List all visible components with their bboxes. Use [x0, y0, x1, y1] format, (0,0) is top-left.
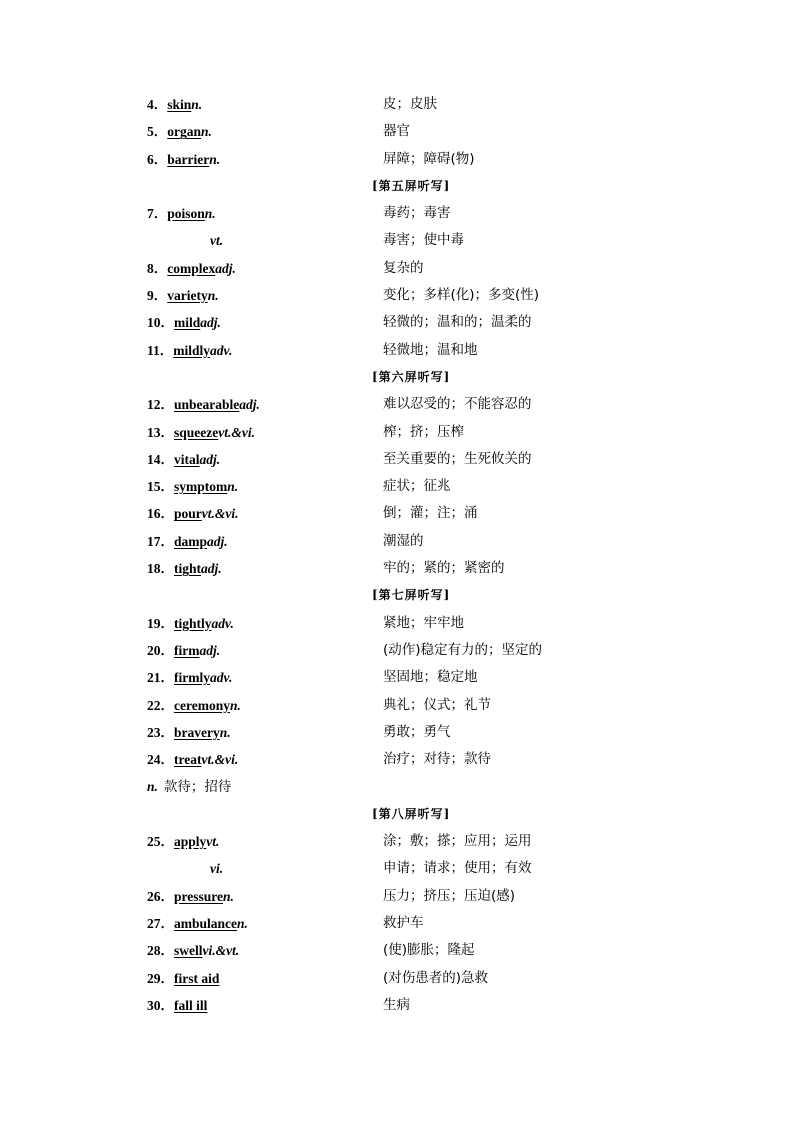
entry-number: 10． [147, 315, 174, 331]
entry-term [147, 719, 231, 746]
entry-meaning: 潮湿的 [383, 532, 424, 549]
part-of-speech: adj. [215, 260, 236, 276]
part-of-speech: n. [147, 779, 158, 795]
section-header [0, 582, 794, 609]
part-of-speech: adj. [199, 451, 221, 467]
entry-meaning: 救护车 [383, 914, 424, 931]
part-of-speech: vt.&vi. [218, 424, 255, 440]
vocab-entry [0, 910, 794, 937]
entry-number: 28． [147, 943, 174, 959]
entry-number: 9． [147, 288, 168, 304]
part-of-speech: adj. [239, 397, 260, 413]
entry-word: barrier [167, 151, 210, 167]
vocab-entry [0, 637, 794, 664]
entry-number: 24． [147, 752, 174, 768]
entry-number: 23． [147, 724, 174, 740]
entry-word: pour [174, 506, 202, 522]
entry-meaning: 涂；敷；搽；应用；运用 [383, 833, 532, 850]
entry-meaning: 症状；征兆 [383, 478, 451, 495]
entry-meaning: 轻微地；温和地 [383, 341, 478, 358]
entry-number: 29． [147, 970, 174, 986]
part-of-speech: n. [209, 151, 221, 167]
entry-number: 25． [147, 834, 174, 850]
part-of-speech: vi. [210, 861, 224, 877]
part-of-speech: n. [219, 724, 231, 740]
section-title: [第八屏听写] [372, 806, 451, 821]
entry-word: damp [174, 533, 208, 549]
section-title: [第六屏听写] [372, 369, 451, 384]
entry-term [147, 937, 239, 964]
entry-word: variety [167, 288, 208, 304]
vocab-entry [0, 118, 794, 145]
vocab-entry [0, 719, 794, 746]
part-of-speech: vi.&vt. [202, 943, 240, 959]
vocab-entry [0, 746, 794, 773]
entry-term [147, 883, 234, 910]
entry-meaning: 轻微的；温和的；温柔的 [383, 314, 532, 331]
vocab-entry [0, 528, 794, 555]
section-title: [第七屏听写] [372, 588, 451, 603]
entry-term [147, 337, 232, 364]
vocab-entry [0, 883, 794, 910]
vocab-sub-entry [0, 855, 794, 882]
entry-meaning: (使)膨胀；隆起 [383, 942, 475, 959]
entry-term [147, 992, 207, 1019]
entry-meaning: 器官 [383, 123, 410, 140]
entry-meaning: 皮；皮肤 [383, 96, 437, 112]
entry-word: apply [174, 834, 207, 850]
entry-word: mildly [173, 342, 211, 358]
vocabulary-list [0, 91, 794, 1019]
entry-term [147, 555, 222, 582]
part-of-speech: vt. [206, 834, 220, 850]
entry-meaning: 典礼；仪式；礼节 [383, 696, 491, 713]
part-of-speech: n. [223, 888, 234, 904]
part-of-speech: adv. [211, 615, 234, 631]
entry-meaning: 复杂的 [383, 259, 424, 276]
entry-number: 17． [147, 533, 174, 549]
entry-word: vital [174, 451, 200, 467]
entry-term [147, 692, 241, 719]
part-of-speech: n. [191, 97, 203, 112]
vocab-entry [0, 309, 794, 336]
entry-meaning: 难以忍受的；不能容忍的 [383, 396, 532, 413]
entry-term [147, 528, 228, 555]
vocab-entry [0, 992, 794, 1019]
section-header [0, 173, 794, 200]
entry-number: 15． [147, 479, 174, 495]
entry-term [147, 637, 220, 664]
part-of-speech: n. [201, 124, 212, 140]
entry-term [147, 200, 216, 227]
entry-meaning: 勇敢；勇气 [383, 723, 451, 740]
entry-number: 19． [147, 615, 174, 631]
section-header [0, 801, 794, 828]
part-of-speech: adv. [210, 342, 233, 358]
entry-number: 14． [147, 451, 174, 467]
entry-number: 8． [147, 260, 168, 276]
part-of-speech: adj. [200, 315, 221, 331]
entry-term [147, 118, 212, 145]
entry-meaning: 屏障；障碍(物) [383, 150, 475, 167]
vocab-entry [0, 664, 794, 691]
entry-word: bravery [174, 724, 220, 740]
entry-term [147, 91, 202, 118]
entry-meaning: 生病 [383, 996, 410, 1013]
entry-number: 26． [147, 888, 174, 904]
vocab-extra-line [0, 773, 794, 800]
entry-word: firm [174, 642, 200, 658]
entry-meaning: 毒害；使中毒 [383, 232, 464, 249]
part-of-speech: n. [227, 479, 239, 495]
entry-meaning: 牢的；紧的；紧密的 [383, 560, 505, 577]
part-of-speech: n. [229, 697, 241, 713]
vocab-entry [0, 146, 794, 173]
section-header [0, 364, 794, 391]
vocab-entry [0, 200, 794, 227]
vocab-entry [0, 610, 794, 637]
entry-term [147, 746, 238, 773]
section-title: [第五屏听写] [372, 178, 451, 193]
entry-word: tight [174, 561, 201, 577]
entry-term [147, 910, 248, 937]
entry-number: 30． [147, 997, 174, 1013]
entry-word: symptom [174, 479, 228, 495]
entry-word: complex [167, 260, 216, 276]
entry-word: pressure [174, 888, 224, 904]
entry-word: squeeze [174, 424, 219, 440]
entry-number: 20． [147, 642, 174, 658]
entry-meaning: 倒；灌；注；涌 [383, 505, 478, 522]
vocab-entry [0, 255, 794, 282]
entry-meaning: (对伤患者的)急救 [383, 969, 489, 986]
entry-number: 16． [147, 506, 174, 522]
vocab-sub-entry [0, 227, 794, 254]
entry-meaning: 榨；挤；压榨 [383, 423, 464, 440]
entry-term [147, 664, 232, 691]
part-of-speech: vt.&vi. [201, 506, 239, 522]
entry-number: 13． [147, 424, 174, 440]
entry-number: 7． [147, 206, 168, 222]
entry-meaning: 变化；多样(化)；多变(性) [383, 287, 540, 304]
extra-definition [147, 773, 231, 801]
vocab-entry [0, 500, 794, 527]
entry-number: 5． [147, 124, 168, 140]
part-of-speech: n. [204, 206, 216, 222]
entry-word: skin [167, 97, 192, 112]
entry-word: poison [167, 206, 205, 222]
entry-term [147, 419, 255, 446]
entry-term [147, 391, 260, 418]
entry-word: treat [174, 752, 202, 768]
entry-number: 27． [147, 915, 174, 931]
vocab-entry [0, 391, 794, 418]
part-of-speech: adj. [201, 561, 222, 577]
entry-term [147, 473, 238, 500]
entry-meaning: 坚固地；稳定地 [383, 669, 478, 686]
entry-word: mild [174, 315, 201, 331]
part-of-speech: n. [237, 915, 248, 931]
part-of-speech: n. [207, 288, 219, 304]
vocab-entry [0, 937, 794, 964]
entry-word: unbearable [174, 397, 240, 413]
entry-number: 22． [147, 697, 174, 713]
entry-word: first aid [174, 970, 220, 986]
entry-term [147, 309, 221, 336]
vocab-entry [0, 419, 794, 446]
part-of-speech: adj. [199, 642, 221, 658]
vocab-entry [0, 692, 794, 719]
entry-word: swell [174, 943, 203, 959]
entry-word: ambulance [174, 915, 238, 931]
entry-meaning: 压力；挤压；压迫(感) [383, 887, 516, 904]
entry-word: organ [167, 124, 201, 140]
entry-term [147, 965, 219, 992]
vocab-entry [0, 91, 794, 118]
entry-number: 18． [147, 561, 174, 577]
entry-term [147, 610, 234, 637]
entry-meaning: 毒药；毒害 [383, 205, 451, 222]
entry-meaning: 款待；招待 [163, 779, 232, 796]
entry-number: 4． [147, 97, 168, 112]
entry-meaning: 治疗；对待；款待 [383, 751, 491, 768]
vocab-entry [0, 473, 794, 500]
part-of-speech: adv. [210, 670, 233, 686]
vocab-entry [0, 965, 794, 992]
vocab-entry [0, 282, 794, 309]
part-of-speech: adj. [207, 533, 228, 549]
entry-meaning: 至关重要的；生死攸关的 [383, 450, 532, 467]
entry-number: 6． [147, 151, 168, 167]
part-of-speech: vt.&vi. [201, 752, 239, 768]
entry-number: 12． [147, 397, 174, 413]
entry-word: ceremony [174, 697, 230, 713]
entry-number: 11． [147, 342, 174, 358]
entry-meaning: (动作)稳定有力的；坚定的 [383, 641, 543, 658]
entry-term [147, 255, 236, 282]
vocab-entry [0, 337, 794, 364]
entry-term [147, 146, 220, 173]
entry-word: firmly [174, 670, 210, 686]
entry-word: tightly [174, 615, 212, 631]
entry-term [147, 282, 219, 309]
entry-word: fall ill [174, 997, 208, 1013]
entry-term [147, 828, 219, 855]
entry-number: 21． [147, 670, 174, 686]
entry-meaning: 申请；请求；使用；有效 [383, 860, 532, 877]
part-of-speech: vt. [210, 233, 224, 249]
vocab-entry [0, 555, 794, 582]
entry-term [147, 500, 239, 527]
vocab-entry [0, 446, 794, 473]
vocab-entry [0, 828, 794, 855]
entry-meaning: 紧地；牢牢地 [383, 614, 464, 631]
entry-term [147, 446, 220, 473]
